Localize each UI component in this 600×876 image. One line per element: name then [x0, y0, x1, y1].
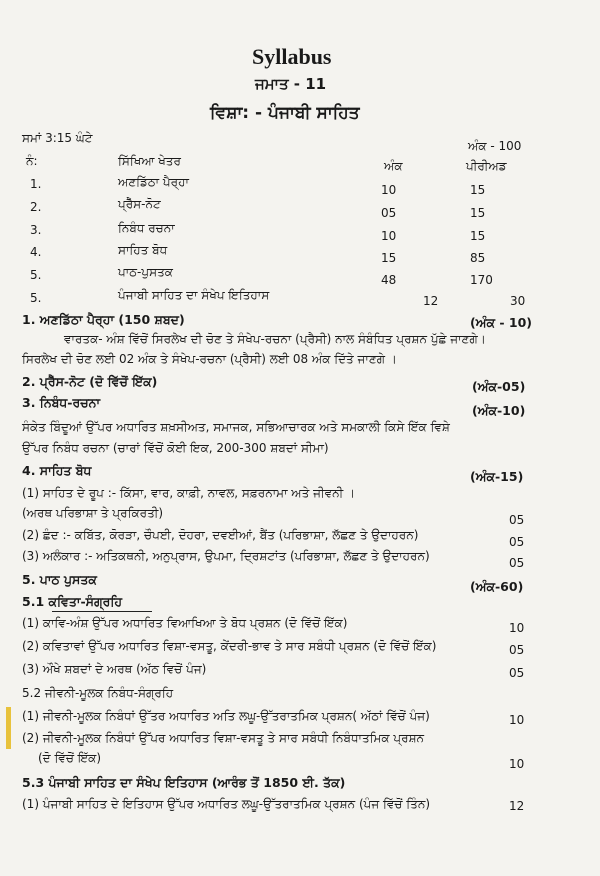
margin-highlight-mark	[6, 707, 11, 749]
section-5-2-item-2: (2) ਜੀਵਨੀ-ਮੂਲਕ ਨਿਬੰਧਾਂ ਉੱਪਰ ਅਧਾਰਿਤ ਵਿਸ਼ਾ-ਵਸਤੂ ਤੇ ਸਾਰ ਸਬੰਧੀ ਨਿਬੰਧਾਤਮਿਕ ਪ੍ਰਸ਼ਨ	[22, 731, 425, 745]
section-4-item-1-marks: 05	[509, 513, 525, 527]
row-periods: 30	[510, 294, 526, 308]
section-5-marks: (ਅੰਕ-60)	[470, 579, 524, 594]
subject-line: ਵਿਸ਼ਾ: - ਪੰਜਾਬੀ ਸਾਹਿਤ	[210, 103, 360, 123]
row-area: ਸਾਹਿਤ ਬੋਧ	[118, 243, 168, 257]
section-5-1-item-text: (2) ਕਵਿਤਾਵਾਂ ਉੱਪਰ ਅਧਾਰਿਤ ਵਿਸ਼ਾ-ਵਸਤੂ, ਕੇਂਦਰੀ-ਭਾਵ ਤੇ ਸਾਰ ਸਬੰਧੀ ਪ੍ਰਸ਼ਨ (ਦੋ ਵਿੱਚੋਂ ਇੱਕ)	[22, 639, 437, 653]
section-1-line-2: ਸਿਰਲੇਖ ਦੀ ਚੋਣ ਲਈ 02 ਅੰਕ ਤੇ ਸੰਖੇਪ-ਰਚਨਾ (ਪ੍ਰੈਸੀ) ਲਈ 08 ਅੰਕ ਦਿੱਤੇ ਜਾਣਗੇ ।	[22, 352, 397, 366]
section-3-heading: 3. ਨਿਬੰਧ-ਰਚਨਾ	[22, 395, 101, 410]
row-area: ਨਿਬੰਧ ਰਚਨਾ	[118, 221, 175, 235]
page-title: Syllabus	[252, 44, 332, 69]
section-3-line-2: ਉੱਪਰ ਨਿਬੰਧ ਰਚਨਾ (ਚਾਰਾਂ ਵਿੱਚੋਂ ਕੋਈ ਇਕ, 200-300 ਸ਼ਬਦਾਂ ਸੀਮਾ)	[22, 441, 329, 455]
total-marks: ਅੰਕ - 100	[468, 139, 522, 153]
section-5-2-item-2-marks: 10	[509, 757, 525, 771]
row-area: ਪੰਜਾਬੀ ਸਾਹਿਤ ਦਾ ਸੰਖੇਪ ਇਤਿਹਾਸ	[118, 288, 270, 302]
section-4-item-3-marks: 05	[509, 556, 525, 570]
col-periods-header: ਪੀਰੀਅਡ	[466, 159, 507, 173]
row-area: ਪਾਠ-ਪੁਸਤਕ	[118, 265, 173, 279]
row-marks: 48	[381, 273, 397, 287]
section-5-1-item-marks: 05	[509, 666, 525, 680]
section-5-3-item-1-marks: 12	[509, 799, 525, 813]
row-marks: 15	[381, 251, 397, 265]
row-periods: 15	[470, 206, 486, 220]
section-5-1-item-marks: 10	[509, 621, 525, 635]
col-area-header: ਸਿੱਖਿਆ ਖੇਤਰ	[118, 154, 181, 168]
section-5-1-item-marks: 05	[509, 643, 525, 657]
row-no: 1.	[30, 177, 42, 191]
section-5-2-item-1: (1) ਜੀਵਨੀ-ਮੂਲਕ ਨਿਬੰਧਾਂ ਉੱਤਰ ਅਧਾਰਿਤ ਅਤਿ ਲਘੂ-ਉੱਤਰਾਤਮਿਕ ਪ੍ਰਸ਼ਨ( ਅੱਠਾਂ ਵਿੱਚੋਂ ਪੰਜ)	[22, 709, 430, 723]
row-no: 3.	[30, 223, 42, 237]
row-periods: 85	[470, 251, 486, 265]
time-allowed: ਸਮਾਂ 3:15 ਘੰਟੇ	[22, 131, 93, 145]
section-4-marks: (ਅੰਕ-15)	[470, 469, 524, 484]
section-4-item-2-marks: 05	[509, 535, 525, 549]
section-4-item-1b: (ਅਰਥ ਪਰਿਭਾਸ਼ਾ ਤੇ ਪ੍ਰਕਿਰਤੀ)	[22, 506, 164, 520]
col-no-header: ਨੰ:	[26, 154, 38, 168]
section-2-heading: 2. ਪ੍ਰੈੱਸ-ਨੋਟ (ਦੋ ਵਿੱਚੋਂ ਇੱਕ)	[22, 374, 158, 389]
row-periods: 15	[470, 229, 486, 243]
section-3-marks: (ਅੰਕ-10)	[472, 403, 526, 418]
row-periods: 15	[470, 183, 486, 197]
section-1-line-1: ਵਾਰਤਕ- ਅੰਸ਼ ਵਿੱਚੋਂ ਸਿਰਲੇਖ ਦੀ ਚੋਣ ਤੇ ਸੰਖੇਪ-ਰਚਨਾ (ਪ੍ਰੈਸੀ) ਨਾਲ ਸੰਬੰਧਿਤ ਪ੍ਰਸ਼ਨ ਪੁੱਛੇ ਜਾਣਗੇ।	[64, 332, 486, 346]
section-5-1-underline	[52, 611, 152, 612]
section-5-2-item-2b: (ਦੋ ਵਿੱਚੋਂ ਇੱਕ)	[38, 751, 102, 765]
section-5-2-heading: 5.2 ਜੀਵਨੀ-ਮੂਲਕ ਨਿਬੰਧ-ਸੰਗ੍ਰਹਿ	[22, 686, 174, 700]
section-4-heading: 4. ਸਾਹਿਤ ਬੋਧ	[22, 463, 92, 478]
class-line: ਜਮਾਤ - 11	[255, 75, 327, 93]
section-3-line-1: ਸੰਕੇਤ ਬਿੰਦੂਆਂ ਉੱਪਰ ਅਧਾਰਿਤ ਸ਼ਖ਼ਸੀਅਤ, ਸਮਾਜਕ, ਸਭਿਆਚਾਰਕ ਅਤੇ ਸਮਕਾਲੀ ਕਿਸੇ ਇੱਕ ਵਿਸ਼ੇ	[22, 420, 450, 434]
row-no: 4.	[30, 245, 42, 259]
section-5-3-item-1: (1) ਪੰਜਾਬੀ ਸਾਹਿਤ ਦੇ ਇਤਿਹਾਸ ਉੱਪਰ ਅਧਾਰਿਤ ਲਘੂ-ਉੱਤਰਾਤਮਿਕ ਪ੍ਰਸ਼ਨ (ਪੰਜ ਵਿੱਚੋਂ ਤਿੰਨ)	[22, 797, 431, 811]
section-5-heading: 5. ਪਾਠ ਪੁਸਤਕ	[22, 572, 97, 587]
section-5-1-item-text: (1) ਕਾਵਿ-ਅੰਸ਼ ਉੱਪਰ ਅਧਾਰਿਤ ਵਿਆਖਿਆ ਤੇ ਬੋਧ ਪ੍ਰਸ਼ਨ (ਦੋ ਵਿੱਚੋਂ ਇੱਕ)	[22, 616, 348, 630]
row-area: ਅਣਡਿੱਠਾ ਪੈਰ੍ਹਾ	[118, 175, 189, 189]
section-5-1-item-text: (3) ਔਖੇ ਸ਼ਬਦਾਂ ਦੇ ਅਰਥ (ਅੱਠ ਵਿਚੋਂ ਪੰਜ)	[22, 662, 207, 676]
row-area: ਪ੍ਰੈੱਸ-ਨੋਟ	[118, 197, 161, 211]
row-no: 2.	[30, 200, 42, 214]
section-5-1-heading: 5.1 ਕਵਿਤਾ-ਸੰਗ੍ਰਹਿ	[22, 594, 123, 609]
section-4-item-1: (1) ਸਾਹਿਤ ਦੇ ਰੂਪ :- ਕਿੱਸਾ, ਵਾਰ, ਕਾਫ਼ੀ, ਨਾਵਲ, ਸਫ਼ਰਨਾਮਾ ਅਤੇ ਜੀਵਨੀ ।	[22, 486, 356, 500]
section-4-item-2: (2) ਛੰਦ :- ਕਬਿੱਤ, ਕੋਰੜਾ, ਚੌਪਈ, ਦੋਹਰਾ, ਦਵਈਆਂ, ਬੈਂਤ (ਪਰਿਭਾਸ਼ਾ, ਲੱਛਣ ਤੇ ਉਦਾਹਰਨ)	[22, 528, 419, 542]
row-no: 5.	[30, 268, 42, 282]
section-1-heading: 1. ਅਣਡਿੱਠਾ ਪੈਰ੍ਹਾ (150 ਸ਼ਬਦ)	[22, 312, 185, 327]
row-marks: 05	[381, 206, 397, 220]
row-periods: 170	[470, 273, 493, 287]
row-no: 5.	[30, 291, 42, 305]
section-2-marks: (ਅੰਕ-05)	[472, 379, 526, 394]
section-4-item-3: (3) ਅਲੰਕਾਰ :- ਅਤਿਕਥਨੀ, ਅਨੁਪ੍ਰਾਸ, ਉਪਮਾ, ਦ੍ਰਿਸ਼ਟਾਂਤ (ਪਰਿਭਾਸ਼ਾ, ਲੱਛਣ ਤੇ ਉਦਾਹਰਨ)	[22, 549, 430, 563]
section-1-marks: (ਅੰਕ - 10)	[470, 315, 532, 330]
row-marks: 10	[381, 183, 397, 197]
row-marks: 12	[423, 294, 439, 308]
row-marks: 10	[381, 229, 397, 243]
section-5-3-heading: 5.3 ਪੰਜਾਬੀ ਸਾਹਿਤ ਦਾ ਸੰਖੇਪ ਇਤਿਹਾਸ (ਆਰੰਭ ਤੋਂ 1850 ਈ. ਤੱਕ)	[22, 775, 346, 790]
col-marks-header: ਅੰਕ	[384, 159, 403, 173]
section-5-2-item-1-marks: 10	[509, 713, 525, 727]
